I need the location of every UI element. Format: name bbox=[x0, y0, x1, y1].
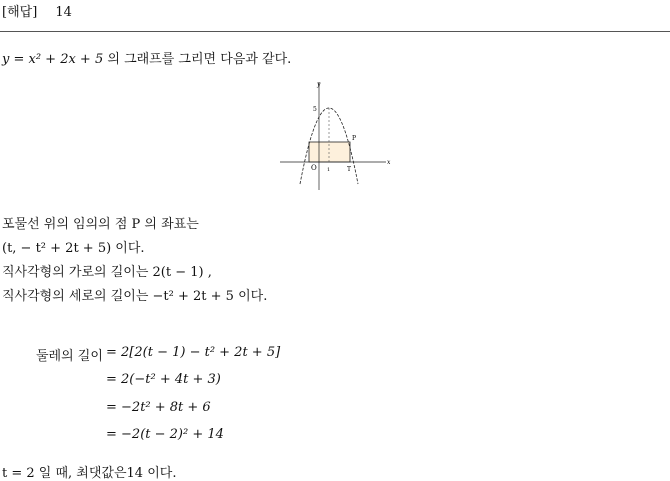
header-divider bbox=[0, 31, 670, 32]
parabola-graph bbox=[280, 78, 394, 194]
header-text bbox=[2, 1, 72, 20]
origin-label: O bbox=[311, 164, 317, 172]
conclusion: t = 2 일 때, 최댓값은14 이다. bbox=[2, 466, 177, 481]
point-t-label: T bbox=[347, 166, 352, 173]
intro-text: 의 그래프를 그리면 다음과 같다. bbox=[107, 52, 292, 67]
point-p-label: P bbox=[352, 135, 357, 142]
derivation-step-1: = 2[2(t − 1) − t² + 2t + 5] bbox=[106, 345, 281, 360]
x-axis-label: x bbox=[387, 159, 391, 166]
y-axis-label: y bbox=[317, 81, 321, 88]
body-line-1: 포물선 위의 임의의 점 P 의 좌표는 bbox=[2, 217, 199, 232]
derivation-step-4: = −2(t − 2)² + 14 bbox=[106, 427, 224, 442]
body-line-2: (t, − t² + 2t + 5) 이다. bbox=[2, 241, 145, 256]
answer-value: 14 bbox=[55, 5, 72, 20]
tick-label-5: 5 bbox=[313, 106, 317, 113]
body-line-3: 직사각형의 가로의 길이는 2(t − 1) , bbox=[2, 265, 212, 280]
body-line-4: 직사각형의 세로의 길이는 −t² + 2t + 5 이다. bbox=[2, 289, 268, 304]
derivation-label: 둘레의 길이 bbox=[36, 349, 103, 364]
tick-label-1: 1 bbox=[327, 167, 331, 173]
header bbox=[0, 0, 670, 31]
derivation-step-3: = −2t² + 8t + 6 bbox=[106, 400, 211, 415]
intro-equation: y = x² + 2x + 5 bbox=[2, 52, 104, 67]
inscribed-rectangle bbox=[309, 142, 350, 162]
derivation-step-2: = 2(−t² + 4t + 3) bbox=[106, 372, 221, 387]
intro-line bbox=[2, 48, 291, 67]
answer-label: [해답] bbox=[2, 5, 38, 20]
